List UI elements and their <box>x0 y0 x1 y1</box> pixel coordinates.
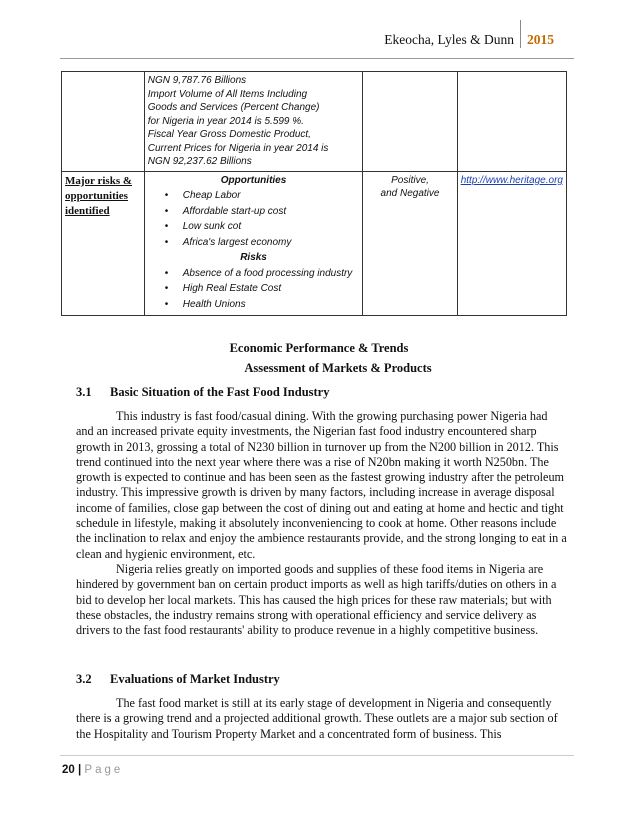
paragraph-1 <box>76 409 568 562</box>
table-row <box>62 171 567 316</box>
data-line: NGN 92,237.62 Billions <box>147 156 252 167</box>
risks-heading: Risks <box>240 252 267 263</box>
opportunities-heading: Opportunities <box>220 174 287 186</box>
data-line: Goods and Services (Percent Change) <box>147 102 320 113</box>
section-heading-3-1 <box>76 385 329 400</box>
row-label: Major risks & <box>65 174 133 187</box>
impact-cell <box>363 171 457 316</box>
data-line: NGN 9,787.76 Billions <box>147 75 247 86</box>
list-item: • Cheap Labor <box>148 189 360 203</box>
table-cell <box>363 72 457 172</box>
page-footer <box>62 764 123 776</box>
section-title: Evaluations of Market Industry <box>110 672 280 686</box>
table-cell <box>457 72 566 172</box>
paragraph-text: Nigeria relies greatly on imported goods and supplies of these food items in Nigeria are hindered by government ban on certain product imports as well as high tariffs/duties on others in a bid to develop her local markets. This has caused the high prices for these raw materials; but with these obstacles, the industry remains strong with operational efficiency and service delivery as drivers to the fast food restaurants' ability to produce revenue in a highly competitive business. <box>76 562 557 638</box>
paragraph-text: The fast food market is still at its early stage of development in Nigeria and consequently there is a growing trend and a projected additional growth. These outlets are a major sub section of the Hospitality and Tourism Property Market and a concentrated form of business. This <box>76 696 558 741</box>
heading-economic-performance: Economic Performance & Trends <box>229 341 409 355</box>
header-rule <box>60 58 574 59</box>
paragraph-2 <box>76 562 568 638</box>
footer-rule <box>60 755 574 756</box>
table-row <box>62 72 567 172</box>
risks-list <box>148 267 360 312</box>
list-item: • Health Unions <box>148 298 360 312</box>
impact-text: and Negative <box>380 188 440 199</box>
list-item: • Absence of a food processing industry <box>148 267 360 281</box>
table-cell <box>62 72 145 172</box>
paragraph-text: This industry is fast food/casual dining. With the growing purchasing power Nigeria had and an increased private equity investments, the Nigerian fast food industry encountered sharp growth in 2013, grossing a total of N230 billion in turnover up from the N200 billion in 2012. This trend continued into the next year where there was a rise of N20bn making it worth N250bn. The growth is expected to continue and has been seen as the fastest growing industry after the petroleum industry. This impressive growth is driven by many factors, including increase in average disposal income of families, close gap between the cost of dining out and eating at home and hectic and tight schedule in lifestyle, making it absolutely inconveniencing to cook at home. Other reasons include the inclination to relax and enjoy the ambience restaurants provide, and the strong longing to eat in a clean and hygienic environment, etc. <box>76 409 567 561</box>
list-item: • Africa's largest economy <box>148 236 360 250</box>
economic-data-cell <box>144 72 363 172</box>
paragraph-3 <box>76 696 568 742</box>
row-label: opportunities <box>65 189 128 202</box>
opportunities-risks-cell <box>144 171 363 316</box>
section-title: Basic Situation of the Fast Food Industry <box>110 385 330 399</box>
footer-separator: | <box>78 764 82 776</box>
page-header <box>384 20 554 48</box>
list-item: • Affordable start-up cost <box>148 205 360 219</box>
data-line: Fiscal Year Gross Domestic Product, <box>147 129 311 140</box>
heading-assessment: Assessment of Markets & Products <box>244 361 432 375</box>
section-number: 3.1 <box>76 385 92 399</box>
info-table <box>61 71 567 316</box>
header-year: 2015 <box>520 20 554 48</box>
data-line: Current Prices for Nigeria in year 2014 is <box>147 142 329 154</box>
list-item: • High Real Estate Cost <box>148 282 360 296</box>
row-label-cell <box>62 171 145 316</box>
page-label: Page <box>84 764 124 776</box>
header-authors: Ekeocha, Lyles & Dunn <box>384 32 514 47</box>
section-heading-3-2 <box>76 672 280 687</box>
opportunities-list <box>148 189 360 249</box>
section-number: 3.2 <box>76 672 92 686</box>
source-cell <box>457 171 566 316</box>
page-number: 20 <box>62 764 75 776</box>
row-label: identified <box>65 204 110 217</box>
data-line: for Nigeria in year 2014 is 5.599 %. <box>147 115 304 127</box>
source-link[interactable]: http://www.heritage.org <box>460 174 563 186</box>
impact-text: Positive, <box>391 174 429 186</box>
list-item: • Low sunk cot <box>148 220 360 234</box>
data-line: Import Volume of All Items Including <box>147 88 308 100</box>
